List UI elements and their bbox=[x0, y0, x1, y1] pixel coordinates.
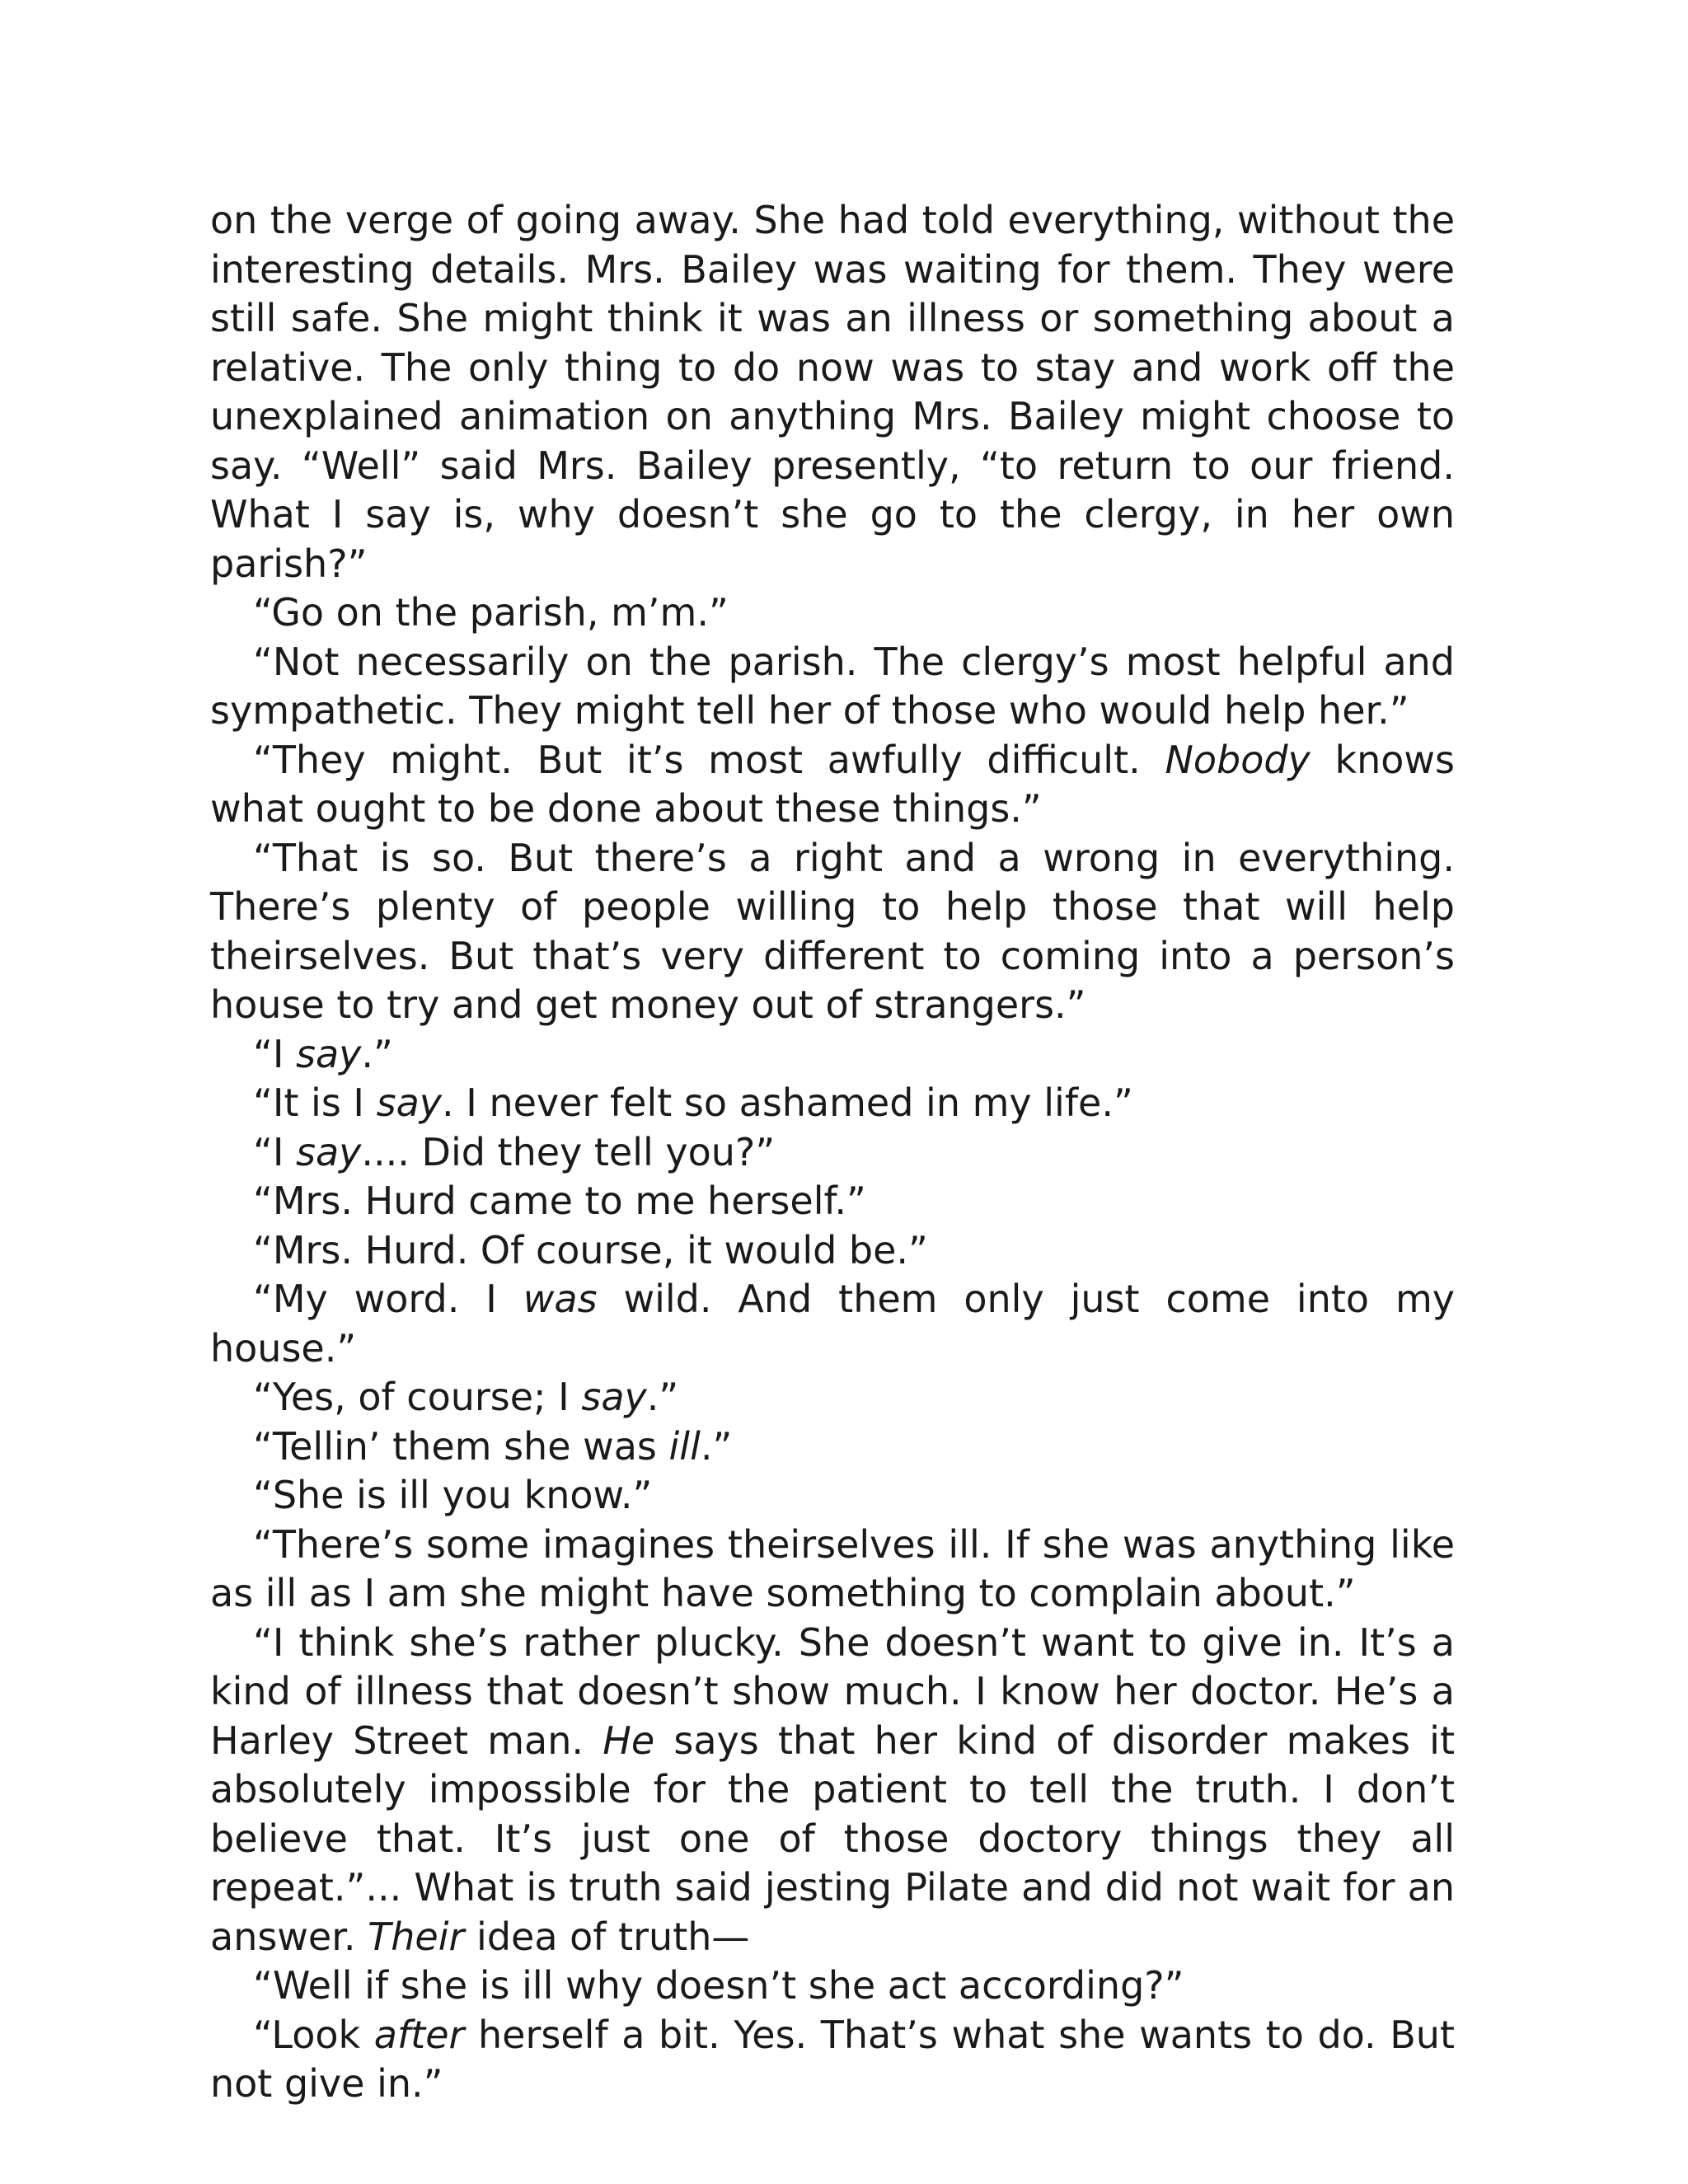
text-segment: “Yes, of course; I bbox=[253, 1375, 582, 1419]
text-segment: “It is I bbox=[253, 1080, 377, 1125]
text-segment: “I bbox=[253, 1031, 297, 1076]
text-segment: “I bbox=[253, 1129, 297, 1174]
italic-segment: say bbox=[376, 1080, 443, 1125]
italic-segment: say bbox=[581, 1375, 647, 1419]
paragraph-18 bbox=[210, 2011, 1455, 2109]
paragraph-17 bbox=[210, 1961, 1455, 2011]
text-segment: .” bbox=[361, 1031, 393, 1076]
text-segment: “Look bbox=[253, 2012, 374, 2057]
text-segment: .” bbox=[646, 1375, 679, 1419]
text-segment: .... Did they tell you?” bbox=[361, 1129, 776, 1174]
italic-segment: after bbox=[373, 2012, 465, 2057]
paragraph-6 bbox=[210, 1030, 1455, 1080]
paragraph-14 bbox=[210, 1471, 1455, 1521]
paragraph-12 bbox=[210, 1373, 1455, 1422]
page-body bbox=[210, 196, 1455, 2109]
paragraph-3 bbox=[210, 638, 1455, 736]
paragraph-7 bbox=[210, 1079, 1455, 1128]
italic-segment: ill bbox=[668, 1423, 701, 1469]
italic-segment: say bbox=[296, 1031, 362, 1076]
text-segment: says that her kind of disorder makes it absolutely impossible for the patient to tell the truth. I don’t believe that. It’s just one of those doctory things they all repeat.”... What is truth said jesting Pilate and did not wait for an answer. bbox=[210, 1718, 1455, 1959]
text-segment: on the verge of going away. She had told everything, without the interesting details. Mrs. Bailey was waiting for them. They were still safe. She might think it was an illness or something about a relative. The only thing to do now was to stay and work off the unexplained animation on anything Mrs. Bailey might choose to say. “Well” said Mrs. Bailey presently, “to return to our friend. What I say is, why doesn’t she go to the clergy, in her own parish?” bbox=[210, 198, 1455, 586]
text-segment: “Tellin’ them she was bbox=[253, 1423, 669, 1469]
italic-segment: was bbox=[523, 1277, 598, 1321]
text-segment: “Well if she is ill why doesn’t she act according?” bbox=[253, 1963, 1184, 2008]
text-segment: “There’s some imagines theirselves ill. If she was anything like as ill as I am she might have something to complain about.” bbox=[210, 1521, 1455, 1615]
paragraph-10 bbox=[210, 1226, 1455, 1276]
paragraph-16 bbox=[210, 1619, 1455, 1962]
paragraph-2 bbox=[210, 588, 1455, 638]
paragraph-9 bbox=[210, 1177, 1455, 1226]
text-segment: “That is so. But there’s a right and a wrong in everything. There’s plenty of people willing to help those that will help theirselves. But that’s very different to coming into a person’s house to try and get money out of strangers.” bbox=[210, 835, 1455, 1027]
text-segment: idea of truth— bbox=[464, 1914, 750, 1959]
italic-segment: say bbox=[296, 1129, 362, 1174]
paragraph-15 bbox=[210, 1521, 1455, 1619]
italic-segment: Their bbox=[368, 1914, 465, 1959]
text-segment: “Mrs. Hurd. Of course, it would be.” bbox=[253, 1227, 928, 1272]
text-segment: “I think she’s rather plucky. She doesn’t want to give in. It’s a kind of illness that doesn’t show much. I know her doctor. He’s a Harley Street man. bbox=[210, 1619, 1455, 1763]
paragraph-13 bbox=[210, 1422, 1455, 1472]
paragraph-8 bbox=[210, 1128, 1455, 1178]
italic-segment: Nobody bbox=[1165, 737, 1311, 782]
text-segment: “She is ill you know.” bbox=[253, 1473, 653, 1517]
text-segment: “Go on the parish, m’m.” bbox=[253, 590, 729, 635]
italic-segment: He bbox=[603, 1718, 655, 1763]
paragraph-4 bbox=[210, 736, 1455, 834]
text-segment: . I never felt so ashamed in my life.” bbox=[442, 1080, 1133, 1125]
text-segment: “Not necessarily on the parish. The clergy’s most helpful and sympathetic. They might tell her of those who would help her.” bbox=[210, 639, 1455, 733]
text-segment: herself a bit. Yes. That’s what she wants to do. But not give in.” bbox=[210, 2012, 1455, 2106]
text-segment: “They might. But it’s most awfully difficult. bbox=[253, 737, 1165, 782]
text-segment: wild. And them only just come into my house.” bbox=[210, 1277, 1456, 1371]
paragraph-5 bbox=[210, 834, 1455, 1030]
text-segment: knows what ought to be done about these things.” bbox=[210, 737, 1455, 831]
text-segment: .” bbox=[700, 1423, 733, 1469]
text-segment: “My word. I bbox=[253, 1277, 523, 1321]
paragraph-1 bbox=[210, 196, 1455, 588]
text-segment: “Mrs. Hurd came to me herself.” bbox=[253, 1179, 866, 1223]
paragraph-11 bbox=[210, 1275, 1455, 1373]
